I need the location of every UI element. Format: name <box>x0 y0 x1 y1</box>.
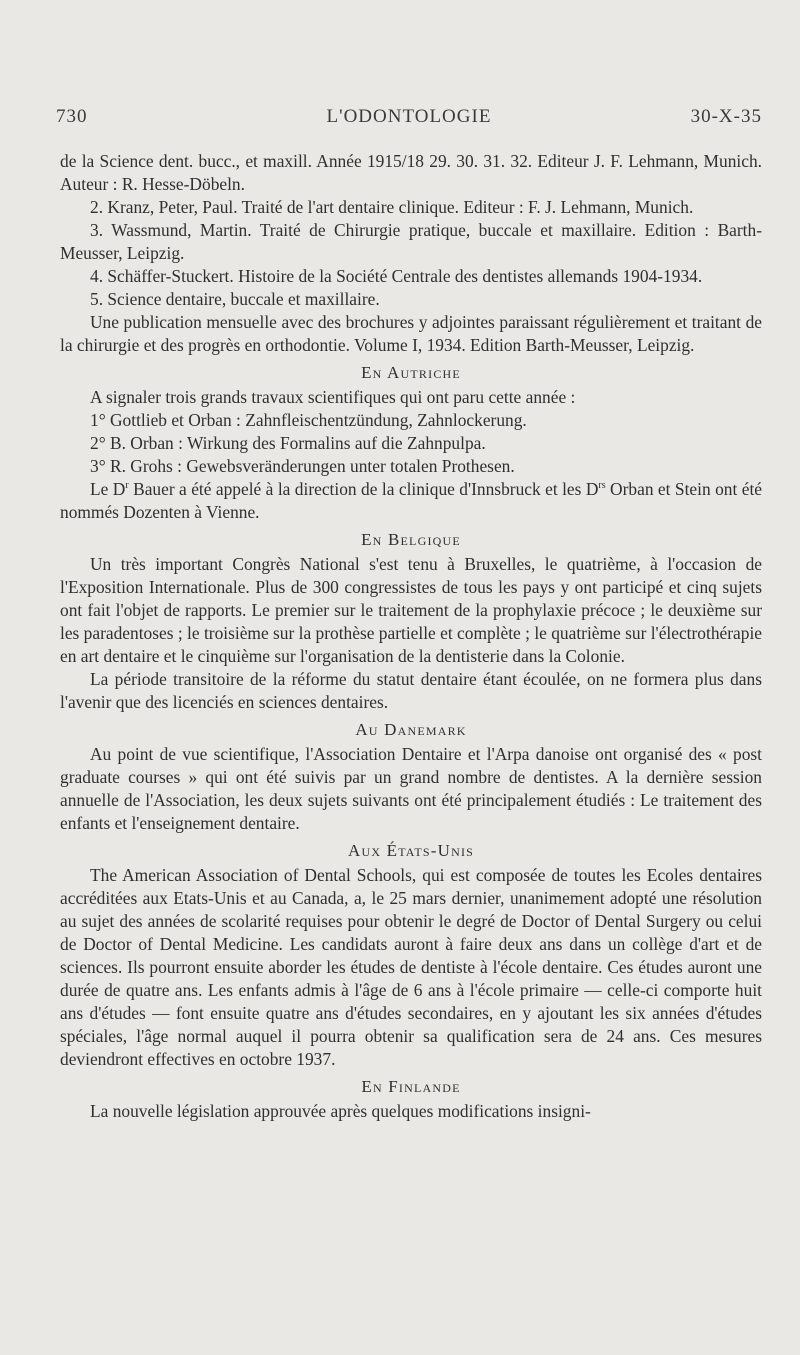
list-item: 1° Gottlieb et Orban : Zahnfleischentzündung, Zahnlockerung. <box>90 410 527 430</box>
superscript: r <box>125 480 129 492</box>
list-item: 3° R. Grohs : Gewebsveränderungen unter totalen Prothesen. <box>90 456 515 476</box>
paragraph: La période transitoire de la réforme du statut dentaire étant écoulée, on ne formera plus dans l'avenir que des licenciés en sciences dentaires. <box>60 669 762 712</box>
paragraph: A signaler trois grands travaux scientifiques qui ont paru cette année : <box>90 387 576 407</box>
journal-title: L'ODONTOLOGIE <box>326 106 492 127</box>
page-number: 730 <box>56 106 88 127</box>
issue-date: 30-X-35 <box>690 106 762 127</box>
list-item: 3. Wassmund, Martin. Traité de Chirurgie pratique, buccale et maxillaire. Edition : Barth-Meusser, Leipzig. <box>60 220 762 263</box>
list-item: 2. Kranz, Peter, Paul. Traité de l'art dentaire clinique. Editeur : F. J. Lehmann, Munich. <box>90 197 694 217</box>
body-text <box>60 150 762 1123</box>
section-heading-finlande: En Finlande <box>361 1077 461 1096</box>
section-heading-danemark: Au Danemark <box>355 720 467 739</box>
list-item: 5. Science dentaire, buccale et maxillaire. <box>90 289 380 309</box>
paragraph: La nouvelle législation approuvée après quelques modifications insigni- <box>90 1101 591 1121</box>
superscript: rs <box>598 480 606 492</box>
paragraph <box>60 478 762 524</box>
list-item: 2° B. Orban : Wirkung des Formalins auf die Zahnpulpa. <box>90 433 486 453</box>
paragraph: Au point de vue scientifique, l'Association Dentaire et l'Arpa danoise ont organisé des « post graduate courses » qui ont été suivis par un grand nombre de dentistes. A la dernière session annuelle de l'Association, les deux sujets suivants ont été principalement étudiés : Le traitement des enfants et l'enseignement dentaire. <box>60 744 762 833</box>
section-heading-belgique: En Belgique <box>361 530 461 549</box>
paragraph: de la Science dent. bucc., et maxill. Année 1915/18 29. 30. 31. 32. Editeur J. F. Lehmann, Munich. Auteur : R. Hesse-Döbeln. <box>60 151 762 194</box>
list-item: 4. Schäffer-Stuckert. Histoire de la Société Centrale des dentistes allemands 1904-1934. <box>90 266 703 286</box>
section-heading-etats-unis: Aux États-Unis <box>347 841 475 860</box>
paragraph: Un très important Congrès National s'est tenu à Bruxelles, le quatrième, à l'occasion de l'Exposition Internationale. Plus de 300 congressistes de tous les pays y ont participé et cinq sujets ont fait l'objet de rapports. Le premier sur le traitement de la prophylaxie précoce ; le deuxième sur les paradentoses ; le troisième sur la prothèse partielle et complète ; le quatrième sur l'électrothérapie en art dentaire et le cinquième sur l'organisation de la dentisterie dans la Colonie. <box>60 554 762 666</box>
text-run: Orban et Stein ont été nommés Dozenten à Vienne. <box>60 479 763 522</box>
section-heading-autriche: En Autriche <box>361 363 461 382</box>
text-run: Le D <box>90 479 126 499</box>
paragraph: Une publication mensuelle avec des brochures y adjointes paraissant régulièrement et traitant de la chirurgie et des progrès en orthodontie. Volume I, 1934. Edition Barth-Meusser, Leipzig. <box>60 312 762 355</box>
text-run: Bauer a été appelé à la direction de la clinique d'Innsbruck et les D <box>128 479 599 499</box>
paragraph: The American Association of Dental Schools, qui est composée de toutes les Ecoles dentaires accréditées aux Etats-Unis et au Canada, a, le 25 mars dernier, unanimement adopté une résolution au sujet des années de scolarité requises pour obtenir le degré de Doctor of Dental Surgery ou celui de Doctor of Dental Medicine. Les candidats auront à faire deux ans dans un collège d'art et de sciences. Ils pourront ensuite aborder les études de dentiste à l'école dentaire. Ces études auront une durée de quatre ans. Les enfants admis à l'âge de 6 ans à l'école primaire — celle-ci comporte huit ans d'études — font ensuite quatre ans d'études secondaires, en y ajoutant les six années d'études spéciales, l'âge normal auquel il pourra obtenir sa qualification sera de 24 ans. Ces mesures deviendront effectives en octobre 1937. <box>60 865 762 1069</box>
running-header <box>56 106 762 136</box>
